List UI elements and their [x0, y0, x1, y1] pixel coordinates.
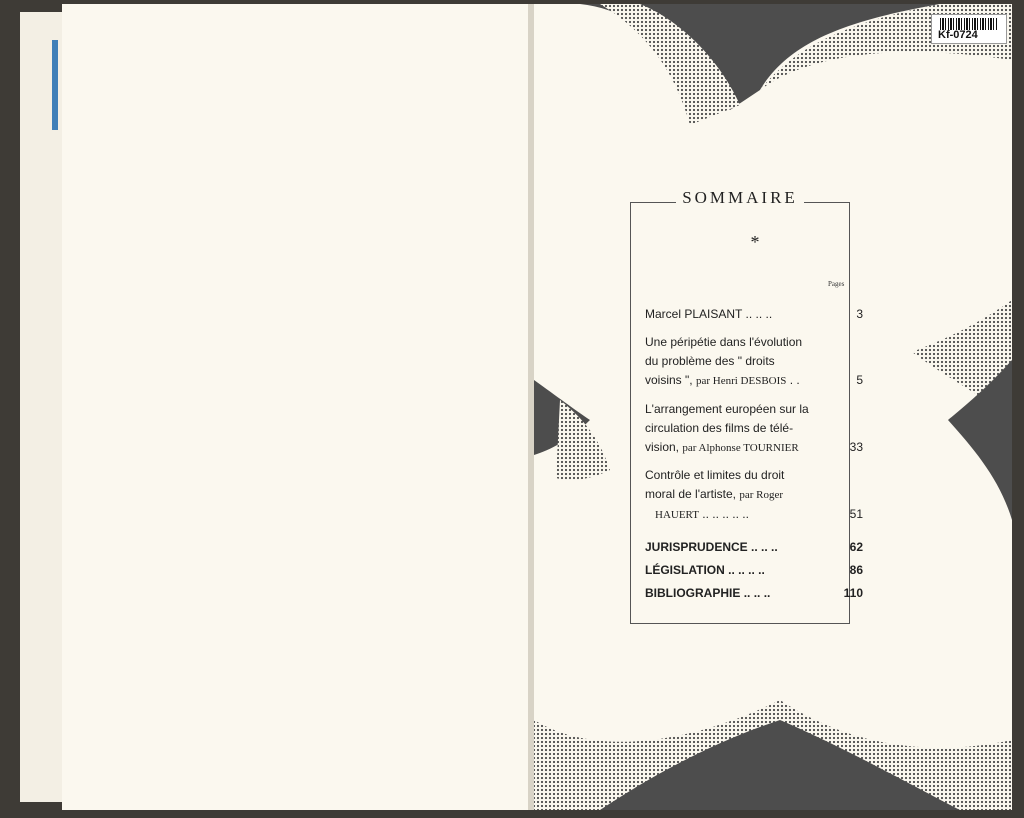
entry-author: par Roger	[739, 489, 784, 501]
entry-title: LÉGISLATION	[645, 563, 725, 577]
page-number: 86	[849, 563, 863, 577]
asterisk: *	[750, 232, 760, 252]
entry-line: Une péripétie dans l'évolution	[645, 335, 803, 349]
page-number: 33	[849, 440, 863, 454]
barcode-text: Kf-0724	[938, 29, 978, 41]
leader-dots: .. .. ..	[751, 540, 778, 554]
leader-dots: .. .. ..	[745, 307, 773, 321]
library-barcode-label	[931, 14, 1007, 44]
toc-entry[interactable]	[645, 538, 863, 557]
page-number: 62	[849, 540, 863, 554]
entry-line: vision,	[645, 440, 680, 454]
entry-line: L'arrangement européen sur la	[645, 402, 809, 416]
page-number: 110	[843, 586, 863, 600]
entry-line: du problème des " droits	[645, 354, 775, 368]
leader-dots: .. .. ..	[743, 586, 771, 600]
leader-dots: .. .. .. ..	[728, 563, 765, 577]
entry-author: par Alphonse TOURNIER	[682, 442, 799, 454]
entry-title: BIBLIOGRAPHIE	[645, 586, 741, 600]
toc-entry[interactable]	[645, 584, 863, 603]
page-number: 5	[856, 373, 863, 387]
entry-line: circulation des films de télé-	[645, 421, 794, 435]
page-title: SOMMAIRE	[676, 188, 804, 208]
entry-author: par Henri DESBOIS	[695, 375, 787, 387]
entry-title: Marcel PLAISANT	[645, 307, 743, 321]
title-wrap	[630, 188, 850, 208]
toc-entry[interactable]	[645, 305, 863, 324]
blue-tab	[52, 40, 58, 130]
toc-entry[interactable]	[645, 561, 863, 580]
toc-entry[interactable]	[645, 400, 863, 458]
leader-dots: .. .. .. .. ..	[702, 507, 749, 521]
entry-line: moral de l'artiste,	[645, 487, 736, 501]
entry-author-surname: HAUERT	[655, 509, 699, 521]
entry-line: voisins ",	[645, 373, 693, 387]
entry-title: JURISPRUDENCE	[645, 540, 748, 554]
entry-line: Contrôle et limites du droit	[645, 468, 785, 482]
toc-entry[interactable]	[645, 333, 863, 391]
left-page-edge	[20, 12, 64, 802]
pages-column-label: Pages	[828, 280, 845, 288]
leader-dots: . .	[789, 373, 800, 387]
page-number: 3	[856, 307, 863, 321]
page-number: 51	[849, 507, 863, 521]
left-page	[62, 4, 530, 810]
toc-entry[interactable]	[645, 466, 863, 525]
